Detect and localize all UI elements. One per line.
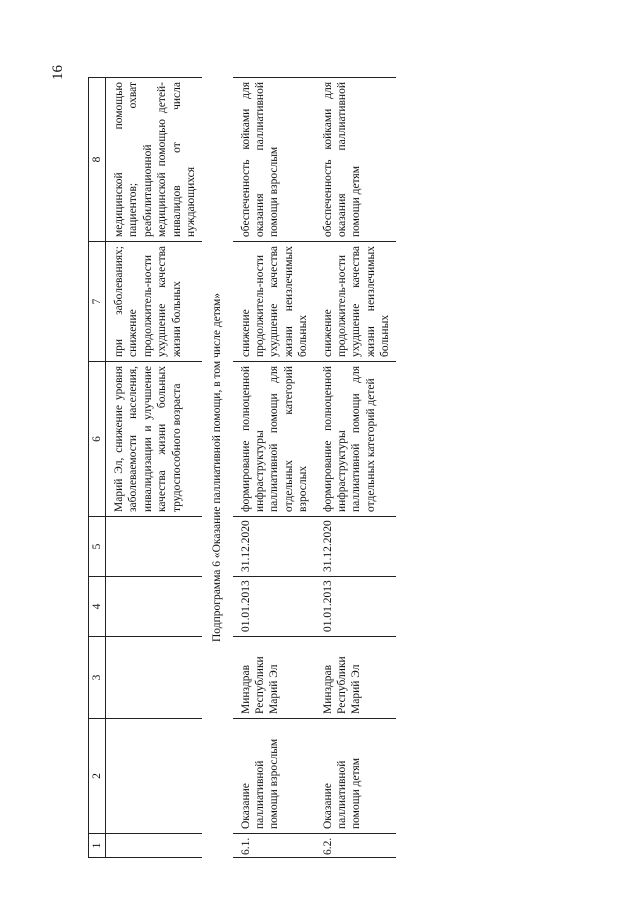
- table-header-row: [89, 78, 106, 858]
- subprogram-row: [202, 78, 232, 858]
- header-col-2: 2: [89, 719, 106, 834]
- row-number: 6.1.: [233, 834, 315, 858]
- subprogram-title: Подпрограмма 6 «Оказание паллиативной помощи, в том числе детям»: [211, 293, 224, 642]
- row-indicators: обеспеченность койками для оказания паллиативной помощи взрослым: [233, 78, 315, 242]
- header-col-5: 5: [89, 517, 106, 577]
- row-start-date: 01.01.2013: [233, 577, 315, 637]
- continuation-indicators: медицинской помощью пациентов; охват реабилитационной медицинской помощью детей-инвалидов от числа нуждающихся: [106, 78, 203, 242]
- row-executor: Минздрав Республики Марий Эл: [233, 637, 315, 719]
- header-col-8: 8: [89, 78, 106, 242]
- continuation-result: Марий Эл, снижение уровня заболеваемости населения, инвалидизации и улучшение качества жизни больных трудоспособного возраста: [106, 362, 203, 517]
- continuation-row: [106, 78, 203, 858]
- row-executor: Минздрав Республики Марий Эл: [315, 637, 397, 719]
- row-indicators: обеспеченность койками для оказания паллиативной помощи детям: [315, 78, 397, 242]
- page-number: 16: [50, 65, 66, 80]
- rotated-table-container: [88, 78, 538, 858]
- header-col-7: 7: [89, 242, 106, 362]
- row-name: Оказание паллиативной помощи взрослым: [233, 719, 315, 834]
- row-end-date: 31.12.2020: [315, 517, 397, 577]
- continuation-consequences: при заболеваниях; снижение продолжитель-ности ухудшение качества жизни больных: [106, 242, 203, 362]
- header-col-4: 4: [89, 577, 106, 637]
- row-consequences: снижение продолжитель-ности ухудшение качества жизни неизлечимых больных: [233, 242, 315, 362]
- row-number: 6.2.: [315, 834, 397, 858]
- row-consequences: снижение продолжитель-ности ухудшение качества жизни неизлечимых больных: [315, 242, 397, 362]
- header-col-6: 6: [89, 362, 106, 517]
- row-result: формирование полноценной инфраструктуры паллиативной помощи для отдельных категорий взрослых: [233, 362, 315, 517]
- row-end-date: 31.12.2020: [233, 517, 315, 577]
- header-col-3: 3: [89, 637, 106, 719]
- row-result: формирование полноценной инфраструктуры паллиативной помощи для отдельных категорий детей: [315, 362, 397, 517]
- row-name: Оказание паллиативной помощи детям: [315, 719, 397, 834]
- table-row: [233, 78, 315, 858]
- program-table: [88, 77, 396, 858]
- table-row: [315, 78, 397, 858]
- row-start-date: 01.01.2013: [315, 577, 397, 637]
- header-col-1: 1: [89, 834, 106, 858]
